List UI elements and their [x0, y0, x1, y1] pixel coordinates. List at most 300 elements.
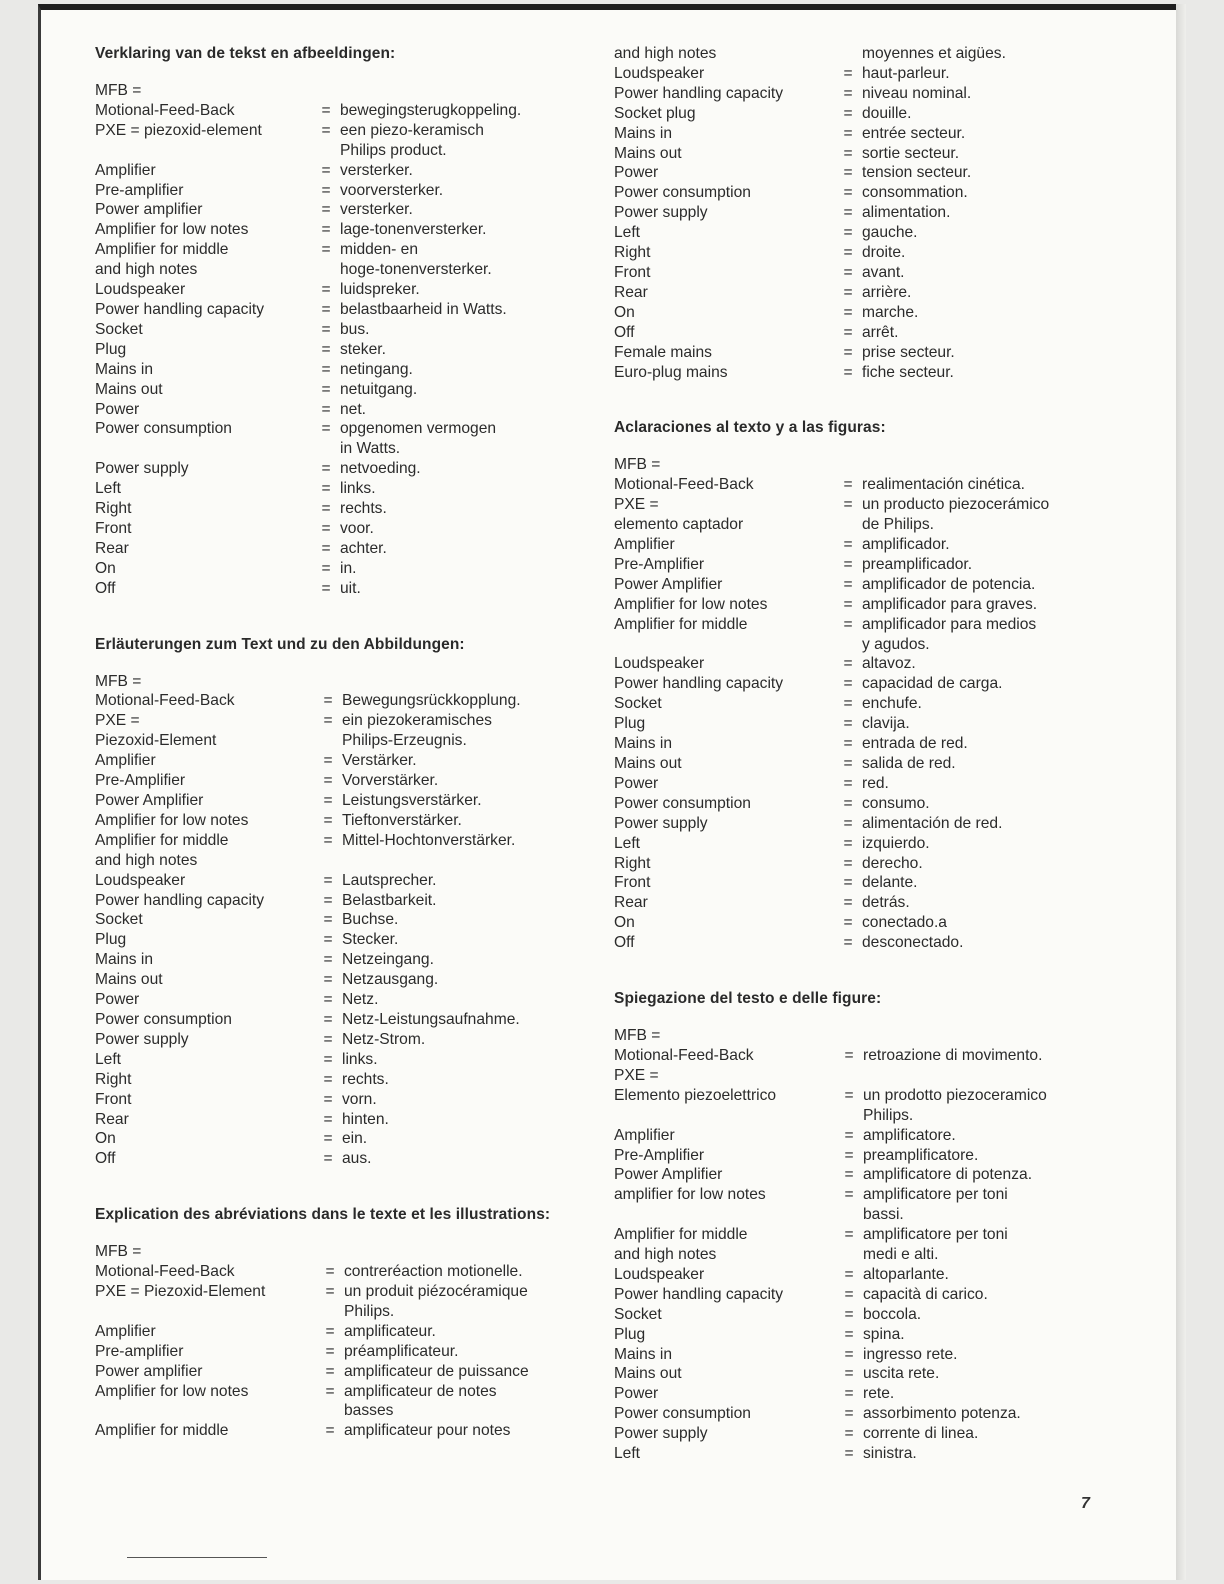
entry-translation: versterker. [340, 201, 413, 219]
entry-translation: netuitgang. [340, 380, 418, 398]
entry-term [614, 1106, 835, 1126]
entry-term: Mains out [614, 144, 682, 162]
glossary-entry [614, 595, 1094, 615]
glossary-entry [95, 181, 595, 201]
equals-sign: = [323, 752, 333, 770]
entry-translation [342, 851, 595, 871]
equals-sign [835, 1205, 863, 1225]
equals-sign: = [843, 124, 853, 142]
entry-translation: lage-tonenversterker. [340, 221, 487, 239]
equals-sign: = [323, 1110, 333, 1128]
entry-term: Plug [614, 1325, 646, 1343]
equals-sign [316, 1242, 344, 1262]
entry-term: Power amplifier [95, 201, 203, 219]
equals-sign: = [843, 303, 853, 321]
glossary-list [614, 1026, 1094, 1464]
glossary-entry [614, 1364, 1094, 1384]
glossary-entry [95, 930, 595, 950]
glossary-entry [614, 104, 1094, 124]
glossary-entry [95, 1282, 595, 1302]
entry-term: Power supply [95, 460, 189, 478]
equals-sign: = [323, 831, 333, 849]
entry-translation: Mittel-Hochtonverstärker. [342, 831, 516, 849]
entry-translation: amplificador de potencia. [862, 575, 1036, 593]
glossary-entry [614, 1126, 1094, 1146]
entry-translation: amplificatore per toni [863, 1226, 1008, 1244]
entry-translation: un produit piézocéramique [344, 1283, 528, 1301]
entry-term: Power handling capacity [95, 300, 265, 318]
glossary-entry [614, 635, 1094, 655]
glossary-entry [95, 1129, 595, 1149]
entry-translation: de Philips. [862, 516, 934, 534]
entry-term: Power supply [614, 1425, 708, 1443]
entry-term: Power [614, 774, 659, 792]
glossary-entry [95, 360, 595, 380]
equals-sign: = [843, 104, 853, 122]
entry-term: Piezoxid-Element [95, 732, 217, 750]
entry-translation [862, 455, 1094, 475]
equals-sign: = [325, 1422, 335, 1440]
glossary-entry [614, 575, 1094, 595]
glossary-entry [95, 419, 595, 439]
entry-translation: Netz-Leistungsaufnahme. [342, 1010, 520, 1028]
section-heading: Verklaring van de tekst en afbeeldingen: [95, 45, 396, 62]
glossary-entry [614, 124, 1094, 144]
equals-sign: = [843, 476, 853, 494]
entry-term: Mains in [614, 124, 673, 142]
entry-term: Left [614, 224, 641, 242]
entry-term: Off [614, 323, 635, 341]
equals-sign: = [844, 1046, 854, 1064]
entry-term: On [614, 914, 635, 932]
glossary-entry [614, 64, 1094, 84]
glossary-entry [95, 260, 595, 280]
entry-translation: haut-parleur. [862, 64, 950, 82]
entry-translation: altavoz. [862, 655, 916, 673]
entry-term: Left [95, 480, 122, 498]
equals-sign: = [321, 480, 331, 498]
entry-term: Amplifier for low notes [95, 1382, 249, 1400]
entry-translation: bus. [340, 320, 370, 338]
glossary-entry [95, 1322, 595, 1342]
entry-translation: Netzeingang. [342, 951, 434, 969]
entry-translation: douille. [862, 104, 912, 122]
glossary-entry [95, 751, 595, 771]
entry-term: Amplifier for middle [614, 615, 748, 633]
equals-sign: = [843, 774, 853, 792]
section-german [95, 635, 595, 1170]
entry-translation [863, 1066, 1094, 1086]
equals-sign: = [843, 755, 853, 772]
glossary-entry [614, 794, 1094, 814]
glossary-entry [614, 163, 1094, 183]
entry-translation: netingang. [340, 360, 413, 378]
glossary-entry [95, 1110, 595, 1130]
entry-term: PXE = piezoxid-element [95, 121, 262, 139]
equals-sign: = [323, 1130, 333, 1148]
entry-term [95, 439, 312, 459]
equals-sign: = [325, 1362, 335, 1380]
entry-translation: Netzausgang. [342, 971, 439, 989]
entry-translation [344, 1242, 595, 1262]
equals-sign: = [843, 595, 853, 613]
glossary-entry [614, 343, 1094, 363]
equals-sign: = [323, 792, 333, 809]
equals-sign: = [321, 460, 331, 478]
equals-sign: = [325, 1382, 335, 1400]
entry-translation: prise secteur. [862, 343, 955, 361]
glossary-entry [95, 320, 595, 340]
equals-sign: = [843, 555, 853, 573]
entry-term: PXE = [95, 712, 140, 730]
entry-term: Amplifier for middle [614, 1226, 748, 1244]
entry-translation [340, 81, 595, 101]
entry-translation: links. [340, 480, 376, 498]
equals-sign: = [323, 871, 333, 889]
entry-translation: entrée secteur. [862, 124, 966, 142]
entry-term: Pre-amplifier [95, 1342, 184, 1360]
glossary-entry [95, 439, 595, 459]
equals-sign: = [323, 971, 333, 989]
entry-translation: gauche. [862, 224, 918, 242]
entry-term: On [614, 303, 635, 321]
equals-sign: = [844, 1166, 854, 1184]
entry-translation: moyennes et aigües. [862, 45, 1006, 62]
entry-term: Right [95, 1070, 132, 1088]
glossary-entry [95, 1090, 595, 1110]
glossary-entry [95, 1401, 595, 1421]
entry-term: Mains out [614, 755, 682, 772]
entry-term: On [95, 559, 116, 577]
entry-term: Front [614, 874, 651, 892]
entry-term: Amplifier [614, 536, 675, 554]
entry-translation: hoge-tonenversterker. [340, 261, 492, 279]
entry-translation: amplificateur. [344, 1322, 436, 1340]
entry-term: Motional-Feed-Back [95, 692, 235, 710]
entry-translation: consumo. [862, 794, 930, 812]
entry-term: and high notes [614, 45, 717, 62]
equals-sign: = [843, 204, 853, 222]
page-number: 7 [1081, 1495, 1090, 1512]
entry-term: Loudspeaker [614, 1265, 705, 1283]
glossary-entry [614, 1305, 1094, 1325]
glossary-entry [95, 300, 595, 320]
entry-translation: clavija. [862, 715, 910, 733]
equals-sign: = [843, 84, 853, 102]
entry-translation: Philips. [863, 1106, 914, 1124]
entry-translation: belastbaarheid in Watts. [340, 300, 507, 318]
glossary-entry [614, 515, 1094, 535]
glossary-entry [614, 44, 1094, 64]
equals-sign [312, 439, 340, 459]
equals-sign: = [325, 1283, 335, 1301]
glossary-entry [95, 479, 595, 499]
glossary-entry [95, 811, 595, 831]
entry-term: On [95, 1130, 116, 1148]
entry-term: Right [95, 500, 132, 518]
entry-translation: medi e alti. [863, 1246, 939, 1264]
entry-term: Motional-Feed-Back [614, 1046, 754, 1064]
equals-sign [834, 455, 862, 475]
entry-translation: luidspreker. [340, 281, 420, 299]
section-spanish [614, 418, 1094, 953]
entry-translation: achter. [340, 539, 387, 557]
entry-translation: amplificatore. [863, 1126, 956, 1144]
glossary-list [95, 81, 595, 599]
glossary-entry [95, 851, 595, 871]
glossary-list [614, 455, 1094, 953]
entry-term: PXE = Piezoxid-Element [95, 1283, 266, 1301]
entry-translation: voorversterker. [340, 181, 444, 199]
equals-sign [312, 141, 340, 161]
entry-term: Power Amplifier [614, 1166, 723, 1184]
entry-translation: fiche secteur. [862, 363, 954, 381]
equals-sign: = [325, 1263, 335, 1281]
entry-translation: boccola. [863, 1305, 922, 1323]
entry-term: MFB = [614, 1027, 661, 1045]
glossary-entry [95, 1050, 595, 1070]
glossary-entry [614, 144, 1094, 164]
entry-term: Power [614, 1385, 659, 1403]
equals-sign: = [843, 934, 853, 952]
section-french [95, 1205, 595, 1441]
entry-translation: basses [344, 1402, 394, 1420]
equals-sign: = [844, 1345, 854, 1363]
entry-translation: Belastbarkeit. [342, 891, 437, 909]
glossary-entry [95, 950, 595, 970]
equals-sign: = [321, 579, 331, 597]
glossary-entry [614, 1026, 1094, 1046]
entry-translation: corrente di linea. [863, 1425, 979, 1443]
glossary-entry [614, 1225, 1094, 1245]
entry-translation: Philips. [344, 1302, 395, 1320]
equals-sign: = [843, 496, 853, 514]
equals-sign: = [844, 1126, 854, 1144]
entry-translation: un producto piezocerámico [862, 496, 1050, 514]
equals-sign: = [323, 991, 333, 1009]
entry-term: Front [95, 1090, 132, 1108]
entry-term: Power [95, 400, 140, 418]
entry-translation: sortie secteur. [862, 144, 960, 162]
entry-term [614, 635, 834, 655]
entry-translation: niveau nominal. [862, 84, 972, 102]
glossary-entry [614, 1345, 1094, 1365]
entry-term: PXE = [614, 496, 659, 514]
entry-translation: arrêt. [862, 323, 899, 341]
entry-term: and high notes [614, 1246, 717, 1264]
glossary-entry [95, 400, 595, 420]
entry-term: Power handling capacity [614, 84, 784, 102]
entry-translation: amplificatore di potenza. [863, 1166, 1033, 1184]
entry-translation: préamplificateur. [344, 1342, 459, 1360]
glossary-entry [95, 280, 595, 300]
entry-translation: amplificador. [862, 536, 950, 554]
equals-sign: = [325, 1342, 335, 1360]
entry-term: Amplifier [614, 1126, 675, 1144]
equals-sign: = [325, 1322, 335, 1340]
equals-sign: = [321, 400, 331, 418]
entry-translation: avant. [862, 263, 905, 281]
entry-term: Off [614, 934, 635, 952]
entry-translation: Philips-Erzeugnis. [342, 732, 467, 750]
equals-sign: = [844, 1265, 854, 1283]
entry-term: Off [95, 1150, 116, 1168]
entry-term: Power handling capacity [614, 675, 784, 693]
equals-sign: = [843, 695, 853, 713]
entry-term: Right [614, 854, 651, 872]
equals-sign: = [844, 1405, 854, 1423]
entry-term: Left [95, 1050, 122, 1068]
glossary-entry [614, 183, 1094, 203]
glossary-entry [614, 1106, 1094, 1126]
section-italian [614, 989, 1094, 1464]
equals-sign [314, 731, 342, 751]
entry-term: Mains out [95, 380, 163, 398]
entry-term: Motional-Feed-Back [95, 101, 235, 119]
glossary-entry [614, 1404, 1094, 1424]
glossary-entry [614, 555, 1094, 575]
entry-translation: consommation. [862, 184, 968, 202]
glossary-entry [95, 380, 595, 400]
glossary-entry [95, 990, 595, 1010]
equals-sign: = [321, 360, 331, 378]
equals-sign: = [323, 692, 333, 710]
entry-translation: Verstärker. [342, 752, 417, 770]
equals-sign: = [844, 1305, 854, 1323]
entry-term: Power consumption [614, 184, 751, 202]
glossary-entry [614, 475, 1094, 495]
right-column [614, 44, 1094, 1504]
glossary-entry [95, 1421, 595, 1441]
entry-term: Left [614, 834, 641, 852]
entry-term: Loudspeaker [95, 871, 186, 889]
equals-sign: = [844, 1186, 854, 1204]
entry-translation: capacità di carico. [863, 1285, 988, 1303]
entry-translation: realimentación cinética. [862, 476, 1025, 494]
glossary-entry [614, 495, 1094, 515]
glossary-entry [95, 340, 595, 360]
entry-translation: Stecker. [342, 931, 399, 949]
entry-translation: droite. [862, 244, 906, 262]
equals-sign: = [321, 320, 331, 338]
glossary-entry [95, 1362, 595, 1382]
entry-term: MFB = [95, 82, 142, 99]
glossary-entry [95, 121, 595, 141]
entry-term: Power supply [95, 1030, 189, 1048]
entry-term: Left [614, 1445, 641, 1463]
left-column [95, 44, 595, 1481]
entry-term: Amplifier [95, 752, 156, 770]
entry-term: Loudspeaker [614, 655, 705, 673]
glossary-entry [614, 654, 1094, 674]
entry-translation: enchufe. [862, 695, 922, 713]
entry-term: and high notes [95, 261, 198, 279]
entry-term: Socket [614, 695, 662, 713]
entry-term: Amplifier [95, 1322, 156, 1340]
entry-term: Motional-Feed-Back [614, 476, 754, 494]
entry-term: Loudspeaker [614, 64, 705, 82]
equals-sign: = [321, 101, 331, 119]
entry-translation: capacidad de carga. [862, 675, 1003, 693]
glossary-entry [95, 240, 595, 260]
glossary-entry [614, 694, 1094, 714]
entry-translation: ein. [342, 1130, 368, 1148]
glossary-entry [95, 970, 595, 990]
entry-translation: Philips product. [340, 141, 447, 159]
equals-sign: = [843, 794, 853, 812]
equals-sign: = [844, 1325, 854, 1343]
equals-sign: = [843, 894, 853, 912]
glossary-entry [95, 579, 595, 599]
entry-translation: Bewegungsrückkopplung. [342, 692, 521, 710]
entry-translation: altoparlante. [863, 1265, 949, 1283]
glossary-entry [95, 559, 595, 579]
entry-term: Rear [614, 894, 648, 912]
entry-term: Power amplifier [95, 1362, 203, 1380]
entry-term [95, 1302, 316, 1322]
section-dutch [95, 44, 595, 599]
equals-sign [834, 44, 862, 64]
entry-translation: amplificador para graves. [862, 595, 1038, 613]
glossary-entry [614, 1444, 1094, 1464]
glossary-entry [95, 910, 595, 930]
glossary-entry [95, 519, 595, 539]
equals-sign: = [844, 1285, 854, 1303]
entry-translation: spina. [863, 1325, 905, 1343]
entry-term: Amplifier for middle [95, 1422, 229, 1440]
entry-term: Motional-Feed-Back [95, 1263, 235, 1281]
entry-term: Socket plug [614, 104, 696, 122]
equals-sign: = [843, 675, 853, 693]
entry-translation: een piezo-keramisch [340, 121, 484, 139]
entry-term: amplifier for low notes [614, 1186, 766, 1204]
glossary-entry [95, 672, 595, 692]
entry-translation: izquierdo. [862, 834, 930, 852]
entry-term: Elemento piezoelettrico [614, 1086, 777, 1104]
entry-translation: bassi. [863, 1206, 904, 1224]
section-heading: Aclaraciones al texto y a las figuras: [614, 419, 886, 437]
glossary-entry [614, 1265, 1094, 1285]
entry-translation: contreréaction motionelle. [344, 1263, 523, 1281]
equals-sign: = [843, 244, 853, 262]
entry-term [614, 1205, 835, 1225]
equals-sign: = [323, 772, 333, 790]
equals-sign: = [321, 201, 331, 219]
equals-sign: = [843, 263, 853, 281]
entry-term: Power consumption [614, 1405, 751, 1423]
equals-sign: = [844, 1365, 854, 1383]
equals-sign [312, 81, 340, 101]
entry-term: Amplifier [95, 161, 156, 179]
entry-term: Mains in [95, 360, 154, 378]
glossary-entry [95, 161, 595, 181]
glossary-entry [95, 200, 595, 220]
entry-term: Mains in [614, 735, 673, 753]
equals-sign: = [843, 144, 853, 162]
equals-sign: = [321, 221, 331, 239]
entry-translation: uscita rete. [863, 1365, 940, 1383]
entry-translation: ein piezokeramisches [342, 712, 492, 730]
equals-sign [834, 515, 862, 535]
entry-term: Euro-plug mains [614, 363, 728, 381]
entry-term: Power [95, 991, 140, 1009]
glossary-entry [95, 539, 595, 559]
glossary-entry [614, 243, 1094, 263]
glossary-entry [614, 303, 1094, 323]
entry-term: and high notes [95, 851, 198, 869]
entry-translation: vorn. [342, 1090, 377, 1108]
equals-sign [316, 1302, 344, 1322]
